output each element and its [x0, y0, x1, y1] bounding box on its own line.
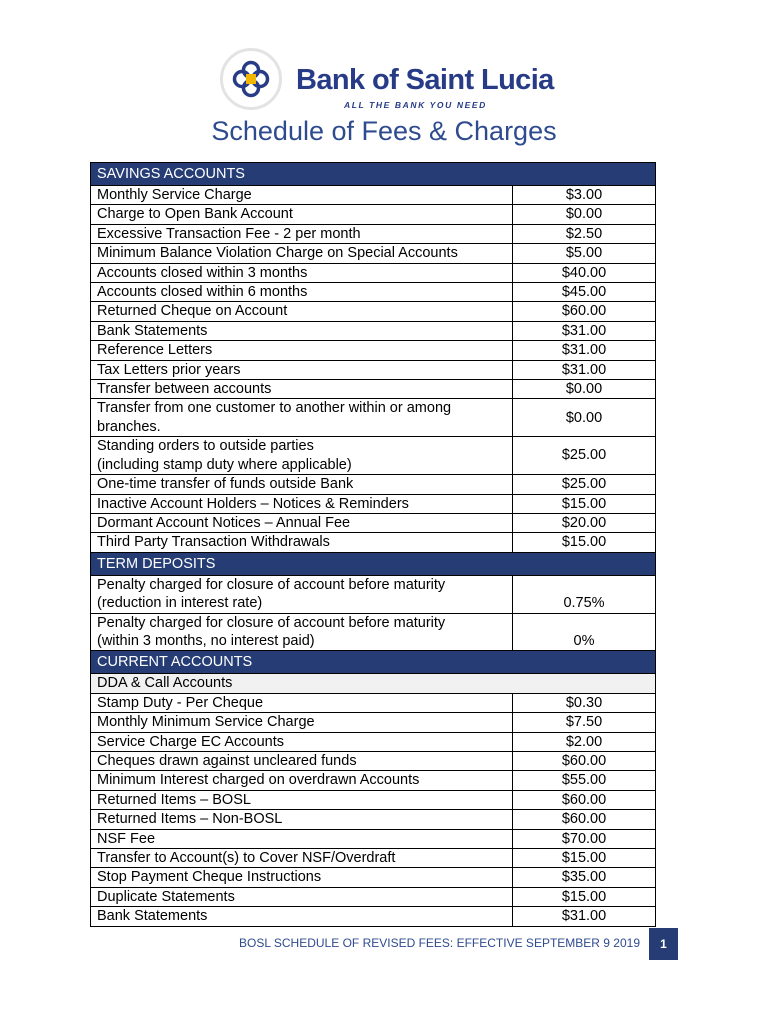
- fee-row: [91, 575, 656, 613]
- section-heading: SAVINGS ACCOUNTS: [91, 163, 656, 186]
- fee-row: [91, 437, 656, 475]
- fee-row: [91, 613, 656, 651]
- fee-amount: $2.50: [513, 224, 656, 243]
- fee-amount: $60.00: [513, 790, 656, 809]
- fee-amount: $20.00: [513, 513, 656, 532]
- fee-amount: $0.00: [513, 399, 656, 437]
- fee-row: [91, 205, 656, 224]
- fee-amount: $55.00: [513, 771, 656, 790]
- fee-description: Penalty charged for closure of account before maturity (within 3 months, no interest paid): [91, 613, 513, 651]
- fee-row: [91, 360, 656, 379]
- fee-description: Monthly Service Charge: [91, 186, 513, 205]
- fee-amount: $25.00: [513, 475, 656, 494]
- page-title: Schedule of Fees & Charges: [211, 116, 557, 146]
- fee-description: Returned Cheque on Account: [91, 302, 513, 321]
- fee-amount: $7.50: [513, 713, 656, 732]
- fee-amount: $2.00: [513, 732, 656, 751]
- fee-amount: $0.30: [513, 693, 656, 712]
- fee-description: Stop Payment Cheque Instructions: [91, 868, 513, 887]
- fee-row: [91, 732, 656, 751]
- fee-amount: $5.00: [513, 244, 656, 263]
- brand-tagline: ALL THE BANK YOU NEED: [344, 100, 487, 110]
- fee-description: One-time transfer of funds outside Bank: [91, 475, 513, 494]
- fee-row: [91, 302, 656, 321]
- fee-row: [91, 533, 656, 552]
- page-number: 1: [649, 928, 678, 960]
- fee-description: NSF Fee: [91, 829, 513, 848]
- fee-row: [91, 186, 656, 205]
- fee-row: [91, 475, 656, 494]
- fee-amount: $45.00: [513, 283, 656, 302]
- fee-row: [91, 790, 656, 809]
- fee-amount: $15.00: [513, 533, 656, 552]
- section-header: [91, 651, 656, 674]
- fee-description: Duplicate Statements: [91, 887, 513, 906]
- fee-amount: $40.00: [513, 263, 656, 282]
- fee-row: [91, 713, 656, 732]
- fee-description: Minimum Interest charged on overdrawn Accounts: [91, 771, 513, 790]
- fee-row: [91, 494, 656, 513]
- fee-description: Transfer between accounts: [91, 380, 513, 399]
- fee-amount: $3.00: [513, 186, 656, 205]
- fee-amount: $60.00: [513, 302, 656, 321]
- fee-description: Minimum Balance Violation Charge on Special Accounts: [91, 244, 513, 263]
- fee-amount: $31.00: [513, 360, 656, 379]
- fee-description: Bank Statements: [91, 907, 513, 926]
- fee-amount: $31.00: [513, 341, 656, 360]
- fee-amount: $15.00: [513, 849, 656, 868]
- fee-description: Penalty charged for closure of account before maturity (reduction in interest rate): [91, 575, 513, 613]
- fee-amount: 0.75%: [513, 575, 656, 613]
- fee-row: [91, 341, 656, 360]
- fee-description: Transfer from one customer to another within or among branches.: [91, 399, 513, 437]
- fee-amount: $0.00: [513, 205, 656, 224]
- logo-emblem: [220, 48, 282, 110]
- section-subheading: DDA & Call Accounts: [91, 674, 656, 693]
- fee-row: [91, 263, 656, 282]
- fee-amount: $25.00: [513, 437, 656, 475]
- fee-description: Stamp Duty - Per Cheque: [91, 693, 513, 712]
- fee-description: Monthly Minimum Service Charge: [91, 713, 513, 732]
- fee-row: [91, 829, 656, 848]
- fee-row: [91, 224, 656, 243]
- fee-amount: $31.00: [513, 321, 656, 340]
- fee-row: [91, 321, 656, 340]
- fee-description: Bank Statements: [91, 321, 513, 340]
- fee-row: [91, 887, 656, 906]
- fee-amount: $0.00: [513, 380, 656, 399]
- fee-row: [91, 380, 656, 399]
- fee-row: [91, 868, 656, 887]
- fee-amount: 0%: [513, 613, 656, 651]
- section-heading: TERM DEPOSITS: [91, 552, 656, 575]
- fee-amount: $60.00: [513, 751, 656, 770]
- fees-table: [90, 162, 656, 927]
- fee-description: Inactive Account Holders – Notices & Reminders: [91, 494, 513, 513]
- fee-row: [91, 849, 656, 868]
- fee-row: [91, 810, 656, 829]
- section-header: [91, 163, 656, 186]
- fee-row: [91, 751, 656, 770]
- fee-description: Standing orders to outside parties (including stamp duty where applicable): [91, 437, 513, 475]
- fee-row: [91, 283, 656, 302]
- section-subheader: [91, 674, 656, 693]
- fee-amount: $70.00: [513, 829, 656, 848]
- section-header: [91, 552, 656, 575]
- fee-description: Reference Letters: [91, 341, 513, 360]
- section-heading: CURRENT ACCOUNTS: [91, 651, 656, 674]
- fee-amount: $35.00: [513, 868, 656, 887]
- fee-row: [91, 693, 656, 712]
- brand-name: Bank of Saint Lucia: [296, 64, 554, 96]
- fee-amount: $15.00: [513, 887, 656, 906]
- fee-description: Service Charge EC Accounts: [91, 732, 513, 751]
- bank-logo: [216, 44, 556, 120]
- fee-description: Dormant Account Notices – Annual Fee: [91, 513, 513, 532]
- fee-row: [91, 513, 656, 532]
- fee-description: Excessive Transaction Fee - 2 per month: [91, 224, 513, 243]
- footer-text: BOSL SCHEDULE OF REVISED FEES: EFFECTIVE SEPTEMBER 9 2019: [238, 936, 640, 950]
- fee-description: Accounts closed within 3 months: [91, 263, 513, 282]
- fee-row: [91, 907, 656, 926]
- fee-description: Third Party Transaction Withdrawals: [91, 533, 513, 552]
- fee-amount: $31.00: [513, 907, 656, 926]
- fee-row: [91, 244, 656, 263]
- fee-amount: $60.00: [513, 810, 656, 829]
- fee-amount: $15.00: [513, 494, 656, 513]
- fee-description: Returned Items – Non-BOSL: [91, 810, 513, 829]
- fee-description: Accounts closed within 6 months: [91, 283, 513, 302]
- fee-description: Transfer to Account(s) to Cover NSF/Overdraft: [91, 849, 513, 868]
- fee-row: [91, 771, 656, 790]
- fee-description: Cheques drawn against uncleared funds: [91, 751, 513, 770]
- fee-description: Returned Items – BOSL: [91, 790, 513, 809]
- fee-row: [91, 399, 656, 437]
- fee-description: Charge to Open Bank Account: [91, 205, 513, 224]
- fee-description: Tax Letters prior years: [91, 360, 513, 379]
